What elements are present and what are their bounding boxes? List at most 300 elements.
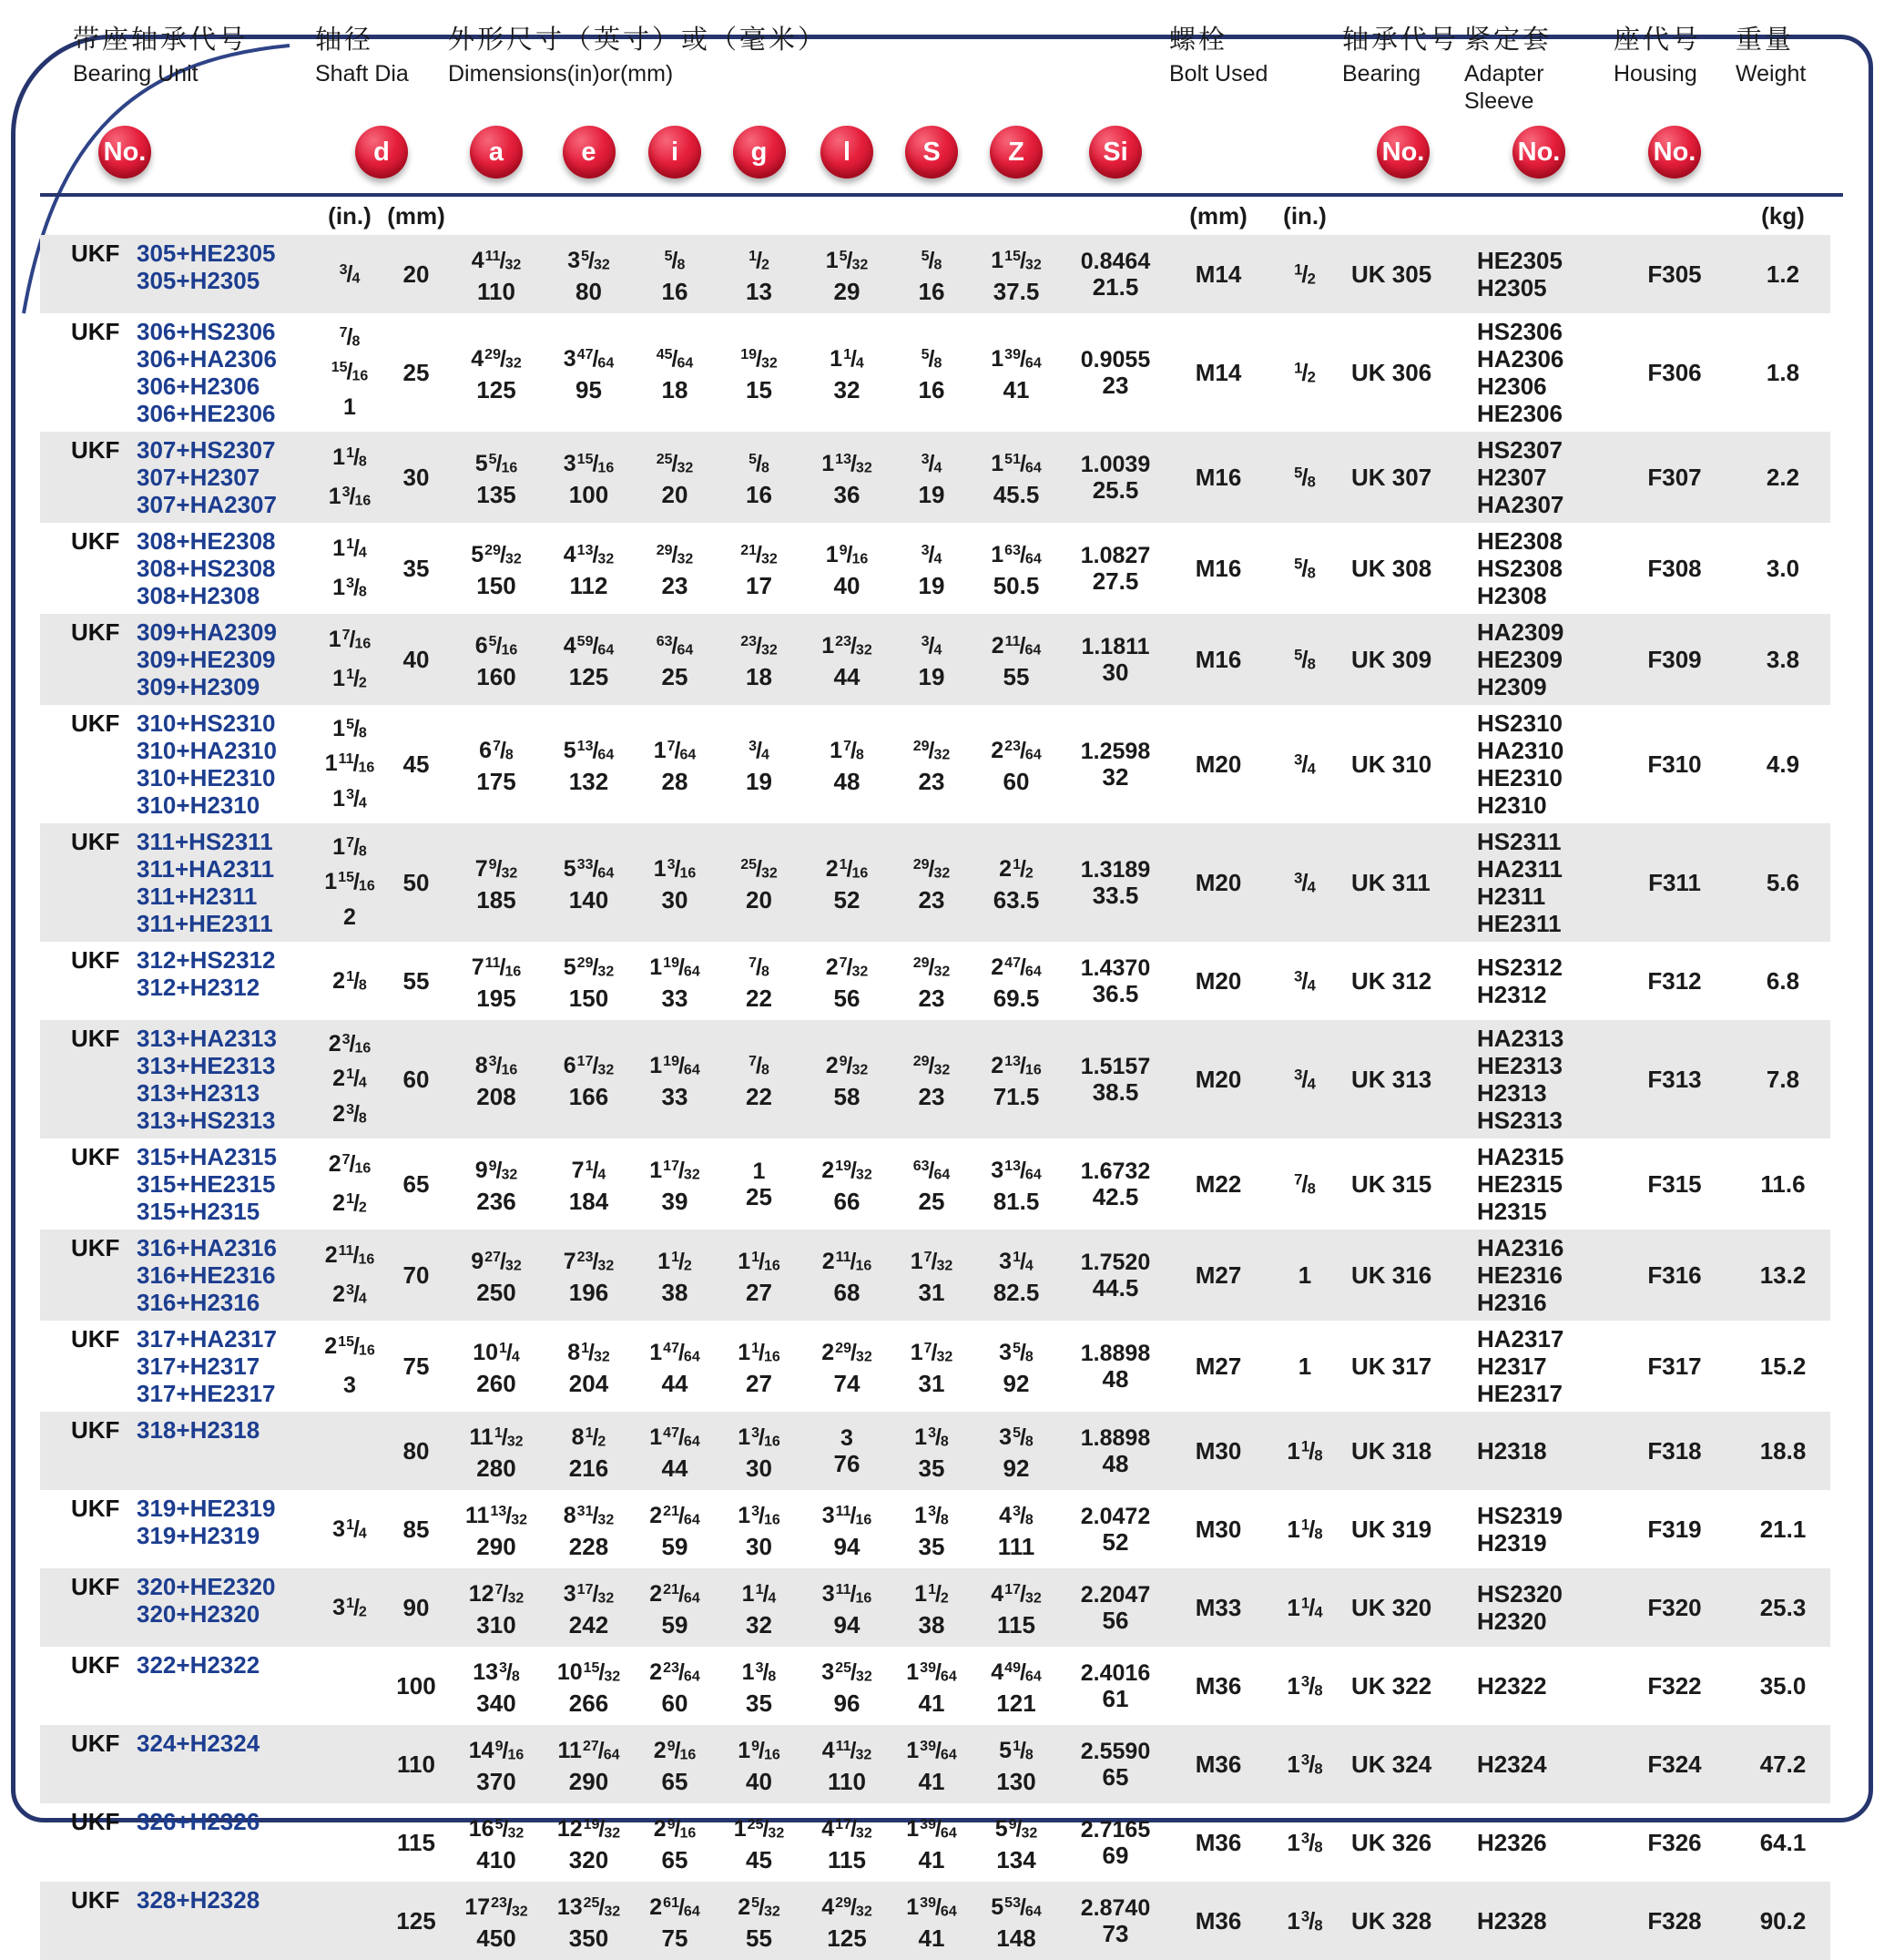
dim-z-cell: $5^{53}/_{64}$ 148 <box>991 1894 1042 1952</box>
weight-cell: 3.0 <box>1766 554 1800 582</box>
table-row <box>40 1138 1830 1230</box>
dim-e-cell: $4^{59}/_{64}$ 125 <box>563 633 615 690</box>
dim-l-cell: $2^1/_{16}$ 52 <box>825 856 869 914</box>
shaft-dia-in-cell <box>315 1726 384 1802</box>
dim-g-cell: $1^3/_{16}$ 30 <box>738 1503 780 1560</box>
dim-z-cell: $4^{49}/_{64}$ 121 <box>991 1659 1042 1717</box>
dim-s-cell: $1^7/_{32}$ 31 <box>910 1340 953 1397</box>
weight-cell: 18.8 <box>1759 1436 1807 1465</box>
adapter-sleeve-cell: HS2306 HA2306 H2306 HE2306 <box>1477 318 1564 427</box>
dim-a-cell: $6^7/_8$ 175 <box>476 738 516 795</box>
dim-z-cell: $2^1/_2$ 63.5 <box>993 856 1040 914</box>
table-row <box>40 705 1830 823</box>
dim-e-cell: $12^{19}/_{32}$ 320 <box>556 1816 621 1873</box>
dim-l-cell: $1^{13}/_{32}$ 36 <box>821 451 872 508</box>
dim-a-cell: $10^1/_4$ 260 <box>473 1340 520 1397</box>
dim-z-cell: $4^{17}/_{32}$ 115 <box>991 1581 1042 1638</box>
ukf-prefix: UKF <box>71 240 120 267</box>
bearing-no-cell: UK 319 <box>1351 1515 1432 1543</box>
dim-z-cell: $2^{13}/_{16}$ 71.5 <box>991 1053 1042 1110</box>
header-bearing <box>1342 24 1464 87</box>
ukf-prefix: UKF <box>71 828 120 855</box>
badge-bearing-no: No. <box>1377 126 1430 179</box>
dim-s-cell: $^{29}/_{32}$ 23 <box>912 954 951 1012</box>
dim-g-cell: $^7/_8$ 22 <box>746 1053 772 1110</box>
badge-adapter-no: No. <box>1512 126 1565 179</box>
bolt-in-cell: 1 <box>1298 1352 1312 1380</box>
bearing-unit-cell <box>40 1804 315 1881</box>
dim-g-cell: $^1/_2$ 13 <box>746 248 772 305</box>
adapter-sleeve-cell: H2328 <box>1477 1907 1547 1934</box>
dim-s-cell: $^5/_8$ 16 <box>918 248 945 305</box>
bearing-unit-cell <box>40 1322 315 1411</box>
dim-e-cell: $8^{31}/_{32}$ 228 <box>563 1503 615 1560</box>
shaft-dia-mm-cell: 110 <box>397 1750 435 1778</box>
header-weight <box>1736 24 1830 87</box>
bearing-no-cell: UK 311 <box>1351 868 1431 896</box>
bolt-in-cell: 1 $^3/_8$ <box>1287 1671 1323 1700</box>
dim-e-cell: $3^5/_{32}$ 80 <box>567 248 610 305</box>
housing-no-cell: F311 <box>1648 868 1701 896</box>
dim-l-cell: $4^{17}/_{32}$ 115 <box>821 1816 872 1873</box>
dim-a-cell: $8^3/_{16}$ 208 <box>474 1053 518 1110</box>
dim-si-cell: 1.0827 27.5 <box>1080 543 1151 595</box>
header-adapter-sleeve-en: Adapter Sleeve <box>1464 61 1544 114</box>
shaft-dia-mm-cell: 70 <box>402 1261 430 1289</box>
unit-codes: 322+H2322 <box>137 1651 260 1679</box>
dim-z-cell: $1^{39}/_{64}$ 41 <box>991 346 1042 403</box>
dim-i-cell: $^{29}/_{32}$ 23 <box>656 542 694 599</box>
bolt-mm-cell: M22 <box>1195 1169 1242 1198</box>
housing-no-cell: F310 <box>1647 750 1702 778</box>
bolt-in-cell: $^1/_2$ <box>1294 260 1316 288</box>
shaft-dia-mm-cell: 35 <box>402 554 430 582</box>
badge-housing-no: No. <box>1648 126 1701 179</box>
dim-g-cell: $^7/_8$ 22 <box>746 954 772 1012</box>
dim-g-cell: $1^{25}/_{32}$ 45 <box>733 1816 785 1873</box>
adapter-sleeve-cell: HS2319 H2319 <box>1477 1502 1563 1557</box>
header-dimensions-zh: 外形尺寸（英寸）或（毫米） <box>448 26 828 55</box>
bearing-no-cell: UK 322 <box>1351 1671 1432 1700</box>
dim-g-cell: $1^9/_{16}$ 40 <box>738 1738 780 1795</box>
dim-l-cell: $3^{11}/_{16}$ 94 <box>821 1503 872 1560</box>
unit-codes: 307+HS2307 307+H2307 307+HA2307 <box>137 436 277 518</box>
bearing-unit-cell <box>40 706 315 822</box>
badge-i: i <box>648 126 701 179</box>
badge-row <box>40 120 1830 184</box>
dim-s-cell: $^5/_8$ 16 <box>918 346 945 403</box>
header-bolt-used <box>1169 24 1342 87</box>
shaft-dia-in-cell: $2^{11}/_{16}$ $2^3/_4$ <box>324 1242 375 1307</box>
shaft-dia-in-cell: $1^1/_8$ $1^3/_{16}$ <box>328 444 372 509</box>
dim-s-cell: $^3/_4$ 19 <box>918 451 945 508</box>
shaft-dia-mm-cell: 75 <box>402 1352 430 1380</box>
housing-no-cell: F324 <box>1647 1750 1702 1778</box>
bolt-mm-cell: M16 <box>1195 645 1242 673</box>
table-row <box>40 1568 1830 1647</box>
weight-cell: 4.9 <box>1766 750 1800 778</box>
table-row <box>40 1020 1830 1138</box>
dim-si-cell: 1.8898 48 <box>1080 1341 1151 1393</box>
dim-a-cell: $9^{27}/_{32}$ 250 <box>471 1249 522 1306</box>
table-row <box>40 313 1830 432</box>
weight-cell: 47.2 <box>1759 1750 1807 1778</box>
header-weight-zh: 重量 <box>1736 26 1795 55</box>
weight-cell: 64.1 <box>1759 1828 1807 1856</box>
dim-si-cell: 1.5157 38.5 <box>1080 1054 1151 1106</box>
dim-g-cell: $1^3/_{16}$ 30 <box>738 1424 780 1482</box>
adapter-sleeve-cell: H2324 <box>1477 1751 1547 1778</box>
shaft-dia-in-cell <box>315 1648 384 1724</box>
dim-s-cell: $1^{39}/_{64}$ 41 <box>906 1738 957 1795</box>
dim-i-cell: $^{63}/_{64}$ 25 <box>656 633 694 690</box>
housing-no-cell: F315 <box>1647 1169 1702 1198</box>
dim-si-cell: 2.7165 69 <box>1080 1817 1151 1869</box>
unit-codes: 305+HE2305 305+H2305 <box>137 240 276 294</box>
dim-z-cell: $3^5/_8$ 92 <box>999 1340 1034 1397</box>
unit-codes: 311+HS2311 311+HA2311 311+H2311 311+HE2311 <box>137 828 275 937</box>
table-row <box>40 823 1830 942</box>
dim-i-cell: $2^{21}/_{64}$ 59 <box>649 1581 700 1638</box>
dim-si-cell: 2.2047 56 <box>1080 1582 1151 1634</box>
bolt-in-cell: 1 $^3/_8$ <box>1287 1906 1323 1934</box>
table-row <box>40 1647 1830 1725</box>
dim-i-cell: $1^7/_{64}$ 28 <box>653 738 697 795</box>
bolt-in-cell: 1 $^1/_8$ <box>1287 1515 1323 1543</box>
ukf-prefix: UKF <box>71 709 120 737</box>
bolt-mm-cell: M33 <box>1195 1593 1242 1621</box>
badge-unit-no: No. <box>98 126 151 179</box>
table-row <box>40 614 1830 705</box>
dim-g-cell: $1^1/_{16}$ 27 <box>738 1340 780 1397</box>
dim-i-cell: $1^1/_2$ 38 <box>657 1249 692 1306</box>
weight-cell: 15.2 <box>1759 1352 1807 1380</box>
bolt-in-cell: $^5/_8$ <box>1294 463 1316 491</box>
badge-l: l <box>820 126 873 179</box>
table-header <box>40 24 1830 115</box>
dim-z-cell: $4^3/_8$ 111 <box>997 1503 1035 1560</box>
bearing-no-cell: UK 324 <box>1351 1750 1432 1778</box>
dim-i-cell: $1^{19}/_{64}$ 33 <box>649 1053 700 1110</box>
dim-a-cell: $16^5/_{32}$ 410 <box>468 1816 524 1873</box>
adapter-sleeve-cell: HA2317 H2317 HE2317 <box>1477 1325 1564 1407</box>
dim-si-cell: 0.8464 21.5 <box>1080 249 1151 301</box>
dim-g-cell: $2^5/_{32}$ 55 <box>738 1894 780 1952</box>
table-row <box>40 1230 1830 1321</box>
shaft-dia-mm-cell: 65 <box>402 1169 430 1198</box>
bolt-mm-cell: M14 <box>1195 358 1242 386</box>
bearing-unit-cell <box>40 1230 315 1320</box>
weight-cell: 5.6 <box>1766 868 1800 896</box>
dim-i-cell: $1^{19}/_{64}$ 33 <box>649 954 700 1012</box>
bolt-mm-cell: M16 <box>1195 554 1242 582</box>
header-shaft-dia-en: Shaft Dia <box>315 61 409 87</box>
dim-z-cell: $5^9/_{32}$ 134 <box>994 1816 1038 1873</box>
subheader-bolt-in: (in.) <box>1283 201 1327 230</box>
dim-i-cell: $2^9/_{16}$ 65 <box>653 1816 697 1873</box>
bearing-unit-cell <box>40 1491 315 1567</box>
dim-si-cell: 1.1811 30 <box>1081 634 1150 686</box>
bearing-unit-cell <box>40 524 315 613</box>
table-row <box>40 942 1830 1020</box>
shaft-dia-in-cell: $1^1/_4$ $1^3/_8$ <box>332 536 367 600</box>
dim-l-cell: $1^7/_8$ 48 <box>830 738 864 795</box>
housing-no-cell: F309 <box>1647 645 1702 673</box>
bolt-in-cell: $^5/_8$ <box>1294 554 1316 582</box>
bolt-mm-cell: M27 <box>1195 1352 1242 1380</box>
adapter-sleeve-cell: HS2311 HA2311 H2311 HE2311 <box>1477 828 1563 937</box>
badge-g: g <box>733 126 786 179</box>
shaft-dia-mm-cell: 45 <box>402 750 430 778</box>
ukf-prefix: UKF <box>71 1025 120 1052</box>
table-row <box>40 1321 1830 1412</box>
adapter-sleeve-cell: HE2308 HS2308 H2308 <box>1477 527 1563 609</box>
header-bearing-en: Bearing <box>1342 61 1421 87</box>
dim-l-cell: $2^7/_{32}$ 56 <box>825 954 869 1012</box>
dim-si-cell: 2.4016 61 <box>1080 1660 1151 1712</box>
shaft-dia-mm-cell: 55 <box>402 966 430 995</box>
ukf-prefix: UKF <box>71 1808 120 1835</box>
badge-e: e <box>563 126 616 179</box>
unit-codes: 317+HA2317 317+H2317 317+HE2317 <box>137 1325 277 1407</box>
shaft-dia-mm-cell: 25 <box>402 358 430 386</box>
bearing-no-cell: UK 310 <box>1351 750 1432 778</box>
bolt-mm-cell: M20 <box>1195 750 1242 778</box>
dim-g-cell: $^{21}/_{32}$ 17 <box>740 542 778 599</box>
shaft-dia-in-cell <box>315 1804 384 1881</box>
dim-e-cell: $3^{15}/_{16}$ 100 <box>563 451 615 508</box>
ukf-prefix: UKF <box>71 1416 120 1444</box>
adapter-sleeve-cell: HA2309 HE2309 H2309 <box>1477 618 1564 700</box>
header-shaft-dia <box>315 24 448 87</box>
dim-g-cell: $^{19}/_{32}$ 15 <box>740 346 778 403</box>
ukf-prefix: UKF <box>71 1886 120 1914</box>
dim-s-cell: $1^{39}/_{64}$ 41 <box>906 1816 957 1873</box>
header-weight-en: Weight <box>1736 61 1807 87</box>
ukf-prefix: UKF <box>71 1651 120 1679</box>
dim-s-cell: $^{29}/_{32}$ 23 <box>912 738 951 795</box>
unit-codes: 312+HS2312 312+H2312 <box>137 946 276 1001</box>
weight-cell: 90.2 <box>1759 1906 1807 1934</box>
adapter-sleeve-cell: HS2307 H2307 HA2307 <box>1477 436 1564 518</box>
dim-e-cell: $5^{33}/_{64}$ 140 <box>563 856 615 914</box>
bolt-in-cell: 1 $^1/_8$ <box>1287 1436 1323 1465</box>
housing-no-cell: F320 <box>1647 1593 1702 1621</box>
subheader-bolt-mm: (mm) <box>1189 201 1248 230</box>
adapter-sleeve-cell: HA2316 HE2316 H2316 <box>1477 1234 1564 1316</box>
dim-a-cell: $11^1/_{32}$ 280 <box>469 1424 524 1482</box>
dim-a-cell: $17^{23}/_{32}$ 450 <box>464 1894 528 1952</box>
housing-no-cell: F307 <box>1647 463 1702 491</box>
unit-codes: 320+HE2320 320+H2320 <box>137 1573 276 1628</box>
dim-i-cell: $1^3/_{16}$ 30 <box>653 856 697 914</box>
dim-s-cell: $1^3/_8$ 35 <box>914 1424 949 1482</box>
bolt-mm-cell: M36 <box>1195 1828 1242 1856</box>
subheader-shaft-mm: (mm) <box>387 201 445 230</box>
adapter-sleeve-cell: HS2320 H2320 <box>1477 1580 1563 1635</box>
dim-e-cell: $7^{23}/_{32}$ 196 <box>563 1249 615 1306</box>
header-housing-en: Housing <box>1614 61 1697 87</box>
dim-e-cell: $4^{13}/_{32}$ 112 <box>563 542 615 599</box>
dim-s-cell: $1^3/_8$ 35 <box>914 1503 949 1560</box>
dim-z-cell: $1^{51}/_{64}$ 45.5 <box>991 451 1042 508</box>
dim-i-cell: $^5/_8$ 16 <box>661 248 688 305</box>
dim-s-cell: $1^7/_{32}$ 31 <box>910 1249 953 1306</box>
shaft-dia-in-cell: $2^{15}/_{16}$ 3 <box>324 1333 375 1398</box>
bolt-in-cell: 1 $^3/_8$ <box>1287 1750 1323 1778</box>
header-adapter-sleeve <box>1464 24 1614 115</box>
unit-subheader <box>40 197 1830 235</box>
dim-a-cell: $9^9/_{32}$ 236 <box>474 1158 518 1215</box>
bolt-mm-cell: M14 <box>1195 260 1242 288</box>
unit-codes: 326+H2326 <box>137 1808 260 1835</box>
dim-g-cell: $^{25}/_{32}$ 20 <box>740 856 778 914</box>
dim-a-cell: $11^{13}/_{32}$ 290 <box>465 1503 527 1560</box>
bolt-mm-cell: M27 <box>1195 1261 1242 1289</box>
unit-codes: 309+HA2309 309+HE2309 309+H2309 <box>137 618 277 700</box>
dim-a-cell: $6^5/_{16}$ 160 <box>474 633 518 690</box>
bolt-in-cell: $^3/_4$ <box>1294 750 1316 778</box>
shaft-dia-in-cell <box>315 1413 384 1489</box>
ukf-prefix: UKF <box>71 946 120 974</box>
dim-z-cell: $2^{11}/_{64}$ 55 <box>991 633 1042 690</box>
shaft-dia-in-cell: $^7/_8$ $^{15}/_{16}$ 1 <box>331 323 369 421</box>
dim-z-cell: $3^{13}/_{64}$ 81.5 <box>991 1158 1042 1215</box>
header-housing <box>1614 24 1736 87</box>
dim-e-cell: $6^{17}/_{32}$ 166 <box>563 1053 615 1110</box>
shaft-dia-in-cell: $1^7/_8$ $1^{15}/_{16}$ 2 <box>324 833 375 931</box>
ukf-prefix: UKF <box>71 1573 120 1600</box>
dim-l-cell: $1^5/_{32}$ 29 <box>825 248 869 305</box>
dim-i-cell: $2^9/_{16}$ 65 <box>653 1738 697 1795</box>
weight-cell: 1.2 <box>1766 260 1800 288</box>
weight-cell: 21.1 <box>1759 1515 1807 1543</box>
unit-codes: 315+HA2315 315+HE2315 315+H2315 <box>137 1143 277 1225</box>
bearing-no-cell: UK 312 <box>1351 966 1432 995</box>
dim-s-cell: $1^1/_2$ 38 <box>914 1581 949 1638</box>
adapter-sleeve-cell: HS2310 HA2310 HE2310 H2310 <box>1477 709 1564 819</box>
dim-l-cell: $2^9/_{32}$ 58 <box>825 1053 869 1110</box>
unit-codes: 319+HE2319 319+H2319 <box>137 1495 276 1549</box>
housing-no-cell: F312 <box>1647 966 1702 995</box>
housing-no-cell: F308 <box>1647 554 1702 582</box>
ukf-prefix: UKF <box>71 527 120 555</box>
shaft-dia-in-cell: $1^5/_8$ $1^{11}/_{16}$ $1^3/_4$ <box>324 715 375 812</box>
weight-cell: 13.2 <box>1759 1261 1807 1289</box>
unit-codes: 324+H2324 <box>137 1730 260 1757</box>
housing-no-cell: F322 <box>1647 1671 1702 1700</box>
header-shaft-dia-zh: 轴径 <box>315 26 374 55</box>
dim-si-cell: 2.5590 65 <box>1080 1739 1151 1791</box>
dim-i-cell: $1^{47}/_{64}$ 44 <box>649 1424 700 1482</box>
dim-a-cell: $5^{29}/_{32}$ 150 <box>471 542 522 599</box>
subheader-shaft-in: (in.) <box>328 201 372 230</box>
header-bearing-unit <box>40 24 315 87</box>
bolt-in-cell: $^5/_8$ <box>1294 645 1316 673</box>
dim-e-cell: $3^{17}/_{32}$ 242 <box>563 1581 615 1638</box>
bearing-no-cell: UK 328 <box>1351 1906 1432 1934</box>
weight-cell: 7.8 <box>1766 1065 1800 1093</box>
bearing-unit-cell <box>40 1648 315 1724</box>
dim-z-cell: $2^{23}/_{64}$ 60 <box>991 738 1042 795</box>
weight-cell: 2.2 <box>1766 463 1800 491</box>
dim-s-cell: $^{63}/_{64}$ 25 <box>912 1158 951 1215</box>
bolt-in-cell: 1 <box>1298 1261 1312 1289</box>
dim-si-cell: 1.4370 36.5 <box>1080 955 1151 1007</box>
dim-si-cell: 1.3189 33.5 <box>1080 857 1151 909</box>
bolt-in-cell: $^3/_4$ <box>1294 1065 1316 1093</box>
bearing-unit-cell <box>40 314 315 431</box>
bolt-in-cell: $^1/_2$ <box>1294 358 1316 386</box>
shaft-dia-in-cell <box>315 1883 384 1959</box>
header-bearing-unit-zh: 带座轴承代号 <box>73 26 249 55</box>
bearing-unit-cell <box>40 236 315 312</box>
shaft-dia-in-cell: $^3/_4$ <box>339 260 361 287</box>
weight-cell: 6.8 <box>1766 966 1800 995</box>
shaft-dia-in-cell: $2^3/_{16}$ $2^1/_4$ $2^3/_8$ <box>328 1030 372 1128</box>
bolt-mm-cell: M36 <box>1195 1671 1242 1700</box>
shaft-dia-mm-cell: 30 <box>402 463 430 491</box>
bearing-unit-cell <box>40 824 315 941</box>
dim-s-cell: $1^{39}/_{64}$ 41 <box>906 1659 957 1717</box>
badge-z: Z <box>990 126 1043 179</box>
bearing-unit-cell <box>40 1021 315 1138</box>
bearing-no-cell: UK 315 <box>1351 1169 1432 1198</box>
header-dimensions <box>448 24 1169 87</box>
header-adapter-sleeve-zh: 紧定套 <box>1464 26 1553 55</box>
dim-l-cell: 3 76 <box>833 1425 861 1477</box>
bolt-in-cell: 1 $^3/_8$ <box>1287 1828 1323 1856</box>
table-row <box>40 1882 1830 1960</box>
dim-si-cell: 2.8740 73 <box>1080 1895 1151 1947</box>
table-row <box>40 1490 1830 1568</box>
header-bearing-zh: 轴承代号 <box>1342 26 1460 55</box>
header-dimensions-en: Dimensions(in)or(mm) <box>448 61 674 87</box>
bearing-spec-table <box>40 235 1830 1960</box>
bearing-unit-cell <box>40 1569 315 1646</box>
dim-si-cell: 1.2598 32 <box>1080 739 1151 791</box>
badge-a: a <box>470 126 523 179</box>
bolt-in-cell: 1 $^1/_4$ <box>1287 1593 1323 1621</box>
dim-a-cell: $5^5/_{16}$ 135 <box>474 451 518 508</box>
dim-l-cell: $4^{11}/_{32}$ 110 <box>821 1738 872 1795</box>
bolt-mm-cell: M20 <box>1195 966 1242 995</box>
shaft-dia-in-cell: $2^1/_8$ <box>332 967 367 994</box>
dim-e-cell: $3^{47}/_{64}$ 95 <box>563 346 615 403</box>
shaft-dia-mm-cell: 125 <box>396 1906 436 1934</box>
dim-l-cell: $4^{29}/_{32}$ 125 <box>821 1894 872 1952</box>
shaft-dia-mm-cell: 80 <box>402 1436 430 1465</box>
unit-codes: 328+H2328 <box>137 1886 260 1914</box>
shaft-dia-mm-cell: 40 <box>402 645 430 673</box>
bolt-mm-cell: M30 <box>1195 1515 1242 1543</box>
bearing-unit-cell <box>40 615 315 704</box>
badge-d: d <box>355 126 408 179</box>
weight-cell: 35.0 <box>1759 1671 1807 1700</box>
bearing-unit-cell <box>40 1883 315 1959</box>
unit-codes: 308+HE2308 308+HS2308 308+H2308 <box>137 527 276 609</box>
dim-s-cell: $^{29}/_{32}$ 23 <box>912 856 951 914</box>
table-row <box>40 432 1830 523</box>
ukf-prefix: UKF <box>71 1730 120 1757</box>
bearing-no-cell: UK 326 <box>1351 1828 1432 1856</box>
dim-l-cell: $3^{11}/_{16}$ 94 <box>821 1581 872 1638</box>
dim-g-cell: $1^3/_8$ 35 <box>741 1659 777 1717</box>
ukf-prefix: UKF <box>71 1325 120 1353</box>
housing-no-cell: F316 <box>1647 1261 1702 1289</box>
ukf-prefix: UKF <box>71 318 120 345</box>
shaft-dia-mm-cell: 50 <box>402 868 430 896</box>
